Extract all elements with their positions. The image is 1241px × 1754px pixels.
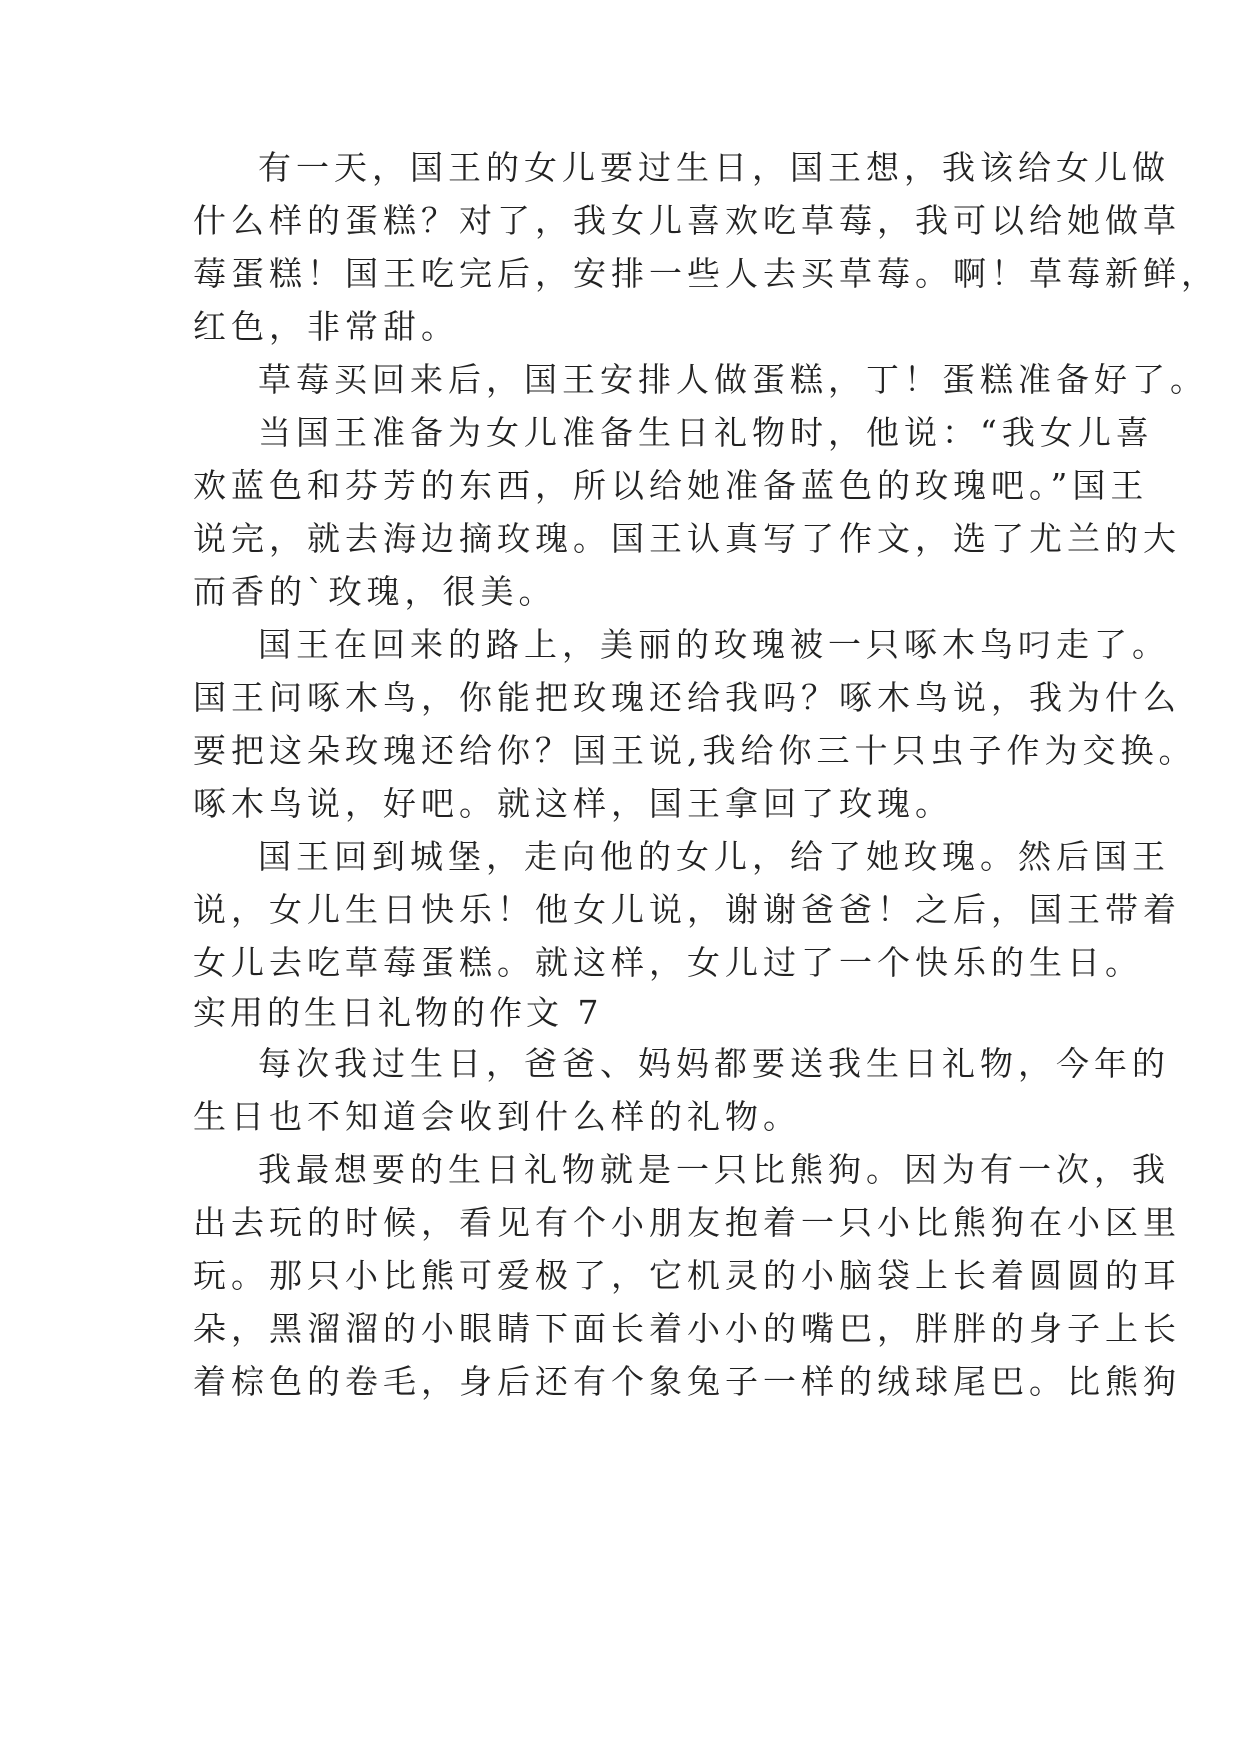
paragraph-line: 说完，就去海边摘玫瑰。国王认真写了作文，选了尤兰的大 (193, 519, 1181, 558)
paragraph-line: 国王在回来的路上，美丽的玫瑰被一只啄木鸟叼走了。 (258, 625, 1170, 664)
paragraph-line: 而香的`玫瑰，很美。 (193, 572, 557, 611)
paragraph-line: 玩。那只小比熊可爱极了，它机灵的小脑袋上长着圆圆的耳 (193, 1256, 1181, 1295)
paragraph-line: 出去玩的时候，看见有个小朋友抱着一只小比熊狗在小区里 (193, 1203, 1181, 1242)
paragraph-line: 我最想要的生日礼物就是一只比熊狗。因为有一次，我 (258, 1150, 1170, 1189)
paragraph-line: 草莓买回来后，国王安排人做蛋糕，丁！蛋糕准备好了。 (258, 360, 1208, 399)
paragraph-line: 国王回到城堡，走向他的女儿，给了她玫瑰。然后国王 (258, 837, 1170, 876)
paragraph-line: 女儿去吃草莓蛋糕。就这样，女儿过了一个快乐的生日。 (193, 943, 1143, 982)
paragraph-line: 当国王准备为女儿准备生日礼物时，他说：“我女儿喜 (258, 413, 1154, 452)
paragraph-line: 欢蓝色和芬芳的东西，所以给她准备蓝色的玫瑰吧。”国王 (193, 466, 1149, 505)
paragraph-line: 什么样的蛋糕？对了，我女儿喜欢吃草莓，我可以给她做草 (193, 201, 1181, 240)
paragraph-line: 着棕色的卷毛，身后还有个象兔子一样的绒球尾巴。比熊狗 (193, 1362, 1181, 1401)
paragraph-line: 要把这朵玫瑰还给你？国王说,我给你三十只虫子作为交换。 (193, 731, 1197, 770)
section-heading: 实用的生日礼物的作文 7 (193, 993, 603, 1032)
paragraph-line: 莓蛋糕！国王吃完后，安排一些人去买草莓。啊！草莓新鲜， (193, 254, 1219, 293)
paragraph-line: 国王问啄木鸟，你能把玫瑰还给我吗？啄木鸟说，我为什么 (193, 678, 1181, 717)
paragraph-line: 说，女儿生日快乐！他女儿说，谢谢爸爸！之后，国王带着 (193, 890, 1181, 929)
paragraph-line: 啄木鸟说，好吧。就这样，国王拿回了玫瑰。 (193, 784, 953, 823)
paragraph-line: 生日也不知道会收到什么样的礼物。 (193, 1097, 801, 1136)
paragraph-line: 红色，非常甜。 (193, 307, 459, 346)
paragraph-line: 有一天，国王的女儿要过生日，国王想，我该给女儿做 (258, 148, 1170, 187)
paragraph-line: 朵，黑溜溜的小眼睛下面长着小小的嘴巴，胖胖的身子上长 (193, 1309, 1181, 1348)
paragraph-line: 每次我过生日，爸爸、妈妈都要送我生日礼物，今年的 (258, 1044, 1170, 1083)
